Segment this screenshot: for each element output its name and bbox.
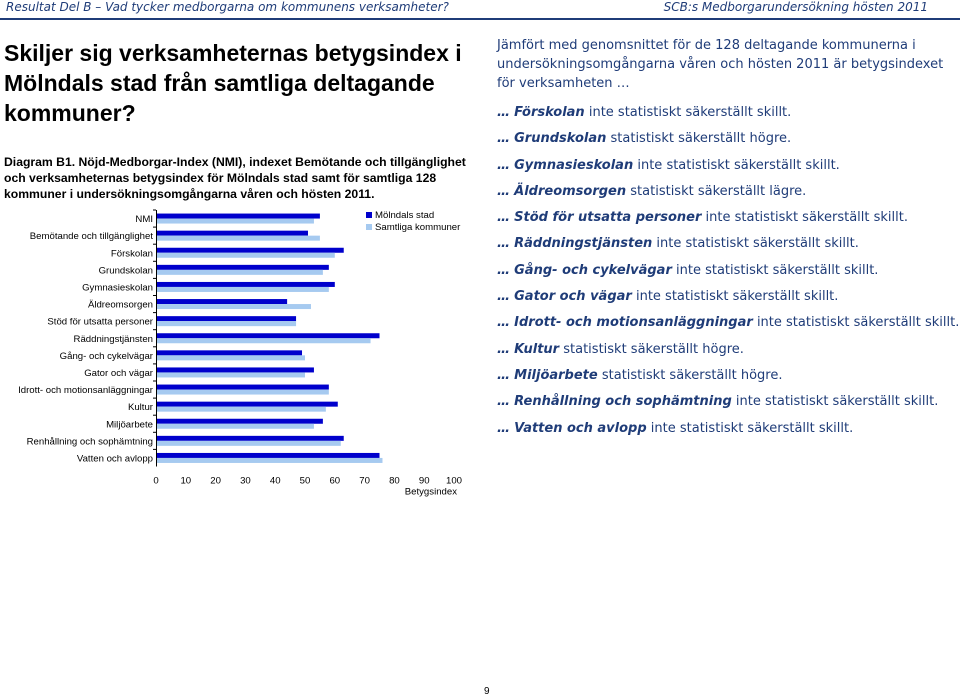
legend-swatch bbox=[366, 224, 372, 230]
finding-service-name: Miljöarbete bbox=[514, 367, 598, 383]
findings-list bbox=[497, 100, 960, 442]
bar-molndal bbox=[157, 333, 380, 338]
finding-result: inte statistiskt säkerställt skillt. bbox=[656, 236, 859, 252]
finding-ellipsis: … bbox=[497, 394, 510, 410]
finding-result: inte statistiskt säkerställt skillt. bbox=[588, 105, 792, 120]
finding-service-name: Grundskolan bbox=[514, 131, 607, 147]
category-label: Idrott- och motionsanläggningar bbox=[18, 385, 153, 397]
category-label: Grundskolan bbox=[98, 265, 153, 277]
finding-ellipsis: … bbox=[497, 367, 510, 383]
finding-ellipsis: … bbox=[497, 157, 510, 173]
finding-result: inte statistiskt säkerställt skillt. bbox=[735, 394, 939, 410]
x-tick-label: 80 bbox=[389, 475, 400, 487]
bar-molndal bbox=[157, 248, 344, 253]
bar-samtliga bbox=[157, 287, 329, 292]
finding-ellipsis: … bbox=[497, 341, 510, 357]
finding-service-name: Gator och vägar bbox=[514, 289, 632, 305]
bar-molndal bbox=[157, 282, 335, 287]
category-label: Räddningstjänsten bbox=[73, 333, 153, 345]
finding-ellipsis: … bbox=[497, 105, 510, 120]
category-label: Förskolan bbox=[110, 248, 153, 260]
category-label: Kultur bbox=[127, 402, 153, 414]
finding-result: inte statistiskt säkerställt skillt. bbox=[635, 289, 839, 305]
bar-molndal bbox=[157, 419, 323, 424]
x-axis-label: Betygsindex bbox=[404, 486, 457, 498]
finding-item bbox=[497, 153, 947, 179]
finding-service-name: Vatten och avlopp bbox=[514, 420, 647, 436]
finding-service-name: Äldreomsorgen bbox=[514, 183, 627, 199]
bar-molndal bbox=[157, 436, 344, 441]
bar-samtliga bbox=[157, 372, 305, 377]
bar-molndal bbox=[157, 367, 314, 372]
bar-chart bbox=[6, 204, 468, 504]
bar-samtliga bbox=[157, 458, 382, 463]
finding-item bbox=[497, 416, 947, 442]
category-label: Äldreomsorgen bbox=[87, 299, 153, 311]
category-label: Gång- och cykelvägar bbox=[59, 350, 153, 362]
finding-ellipsis: … bbox=[497, 183, 510, 199]
finding-service-name: Räddningstjänsten bbox=[514, 236, 653, 252]
category-label: Gator och vägar bbox=[84, 367, 153, 379]
finding-result: inte statistiskt säkerställt skillt. bbox=[705, 210, 908, 226]
legend-swatch bbox=[366, 212, 372, 218]
bar-molndal bbox=[157, 453, 380, 458]
finding-service-name: Stöd för utsatta personer bbox=[514, 210, 702, 226]
x-tick-label: 70 bbox=[359, 475, 370, 487]
finding-ellipsis: … bbox=[497, 420, 510, 436]
finding-result: inte statistiskt säkerställt skillt. bbox=[650, 420, 854, 436]
finding-service-name: Idrott- och motionsanläggningar bbox=[514, 315, 753, 331]
bar-samtliga bbox=[157, 338, 371, 343]
finding-item bbox=[497, 258, 947, 284]
bar-molndal bbox=[157, 402, 338, 407]
x-tick-label: 90 bbox=[418, 475, 430, 487]
category-label: Bemötande och tillgänglighet bbox=[29, 231, 153, 243]
bar-molndal bbox=[157, 214, 320, 219]
bar-molndal bbox=[157, 299, 287, 304]
findings-intro: Jämfört med genomsnittet för de 128 deltagande kommunerna i undersökningsomgångarna våren och hösten 2011 är betygsindexet för verksamheten … bbox=[497, 38, 944, 91]
x-tick-label: 30 bbox=[240, 475, 251, 487]
finding-service-name: Kultur bbox=[514, 341, 560, 357]
bar-samtliga bbox=[157, 270, 323, 275]
bar-molndal bbox=[157, 231, 308, 236]
bar-samtliga bbox=[157, 355, 305, 360]
finding-item bbox=[497, 100, 947, 126]
category-label: Renhållning och sophämtning bbox=[26, 436, 153, 448]
x-tick-label: 100 bbox=[445, 475, 463, 487]
finding-service-name: Gymnasieskolan bbox=[514, 157, 634, 173]
bar-samtliga bbox=[157, 407, 326, 412]
bar-samtliga bbox=[157, 304, 311, 309]
x-tick-label: 0 bbox=[153, 475, 159, 487]
finding-result: inte statistiskt säkerställt skillt. bbox=[756, 315, 960, 331]
finding-item bbox=[497, 337, 947, 363]
bar-molndal bbox=[157, 316, 296, 321]
legend-label: Samtliga kommuner bbox=[375, 222, 461, 233]
finding-item bbox=[497, 126, 947, 152]
x-tick-label: 60 bbox=[329, 475, 341, 487]
category-label: Gymnasieskolan bbox=[82, 282, 153, 294]
page-header bbox=[0, 0, 960, 22]
x-tick-label: 40 bbox=[269, 475, 281, 487]
finding-ellipsis: … bbox=[497, 236, 510, 252]
finding-item bbox=[497, 310, 960, 336]
bar-samtliga bbox=[157, 441, 341, 446]
findings-panel bbox=[497, 36, 960, 442]
diagram-caption: Diagram B1. Nöjd-Medborgar-Index (NMI), indexet Bemötande och tillgänglighet och verksamheternas betygsindex för Mölndals stad samt för samtliga 128 kommuner i undersökningsomgångarna våren och hösten 2011. bbox=[4, 155, 466, 201]
bar-samtliga bbox=[157, 424, 314, 429]
finding-ellipsis: … bbox=[497, 210, 510, 226]
page-title: Skiljer sig verksamheternas betygsindex i Mölndals stad från samtliga deltagande kommuner? bbox=[4, 40, 462, 126]
chart-svg bbox=[6, 204, 468, 504]
legend-label: Mölndals stad bbox=[375, 210, 435, 221]
bar-molndal bbox=[157, 385, 329, 390]
finding-result: inte statistiskt säkerställt skillt. bbox=[637, 157, 840, 173]
finding-ellipsis: … bbox=[497, 289, 510, 305]
category-label: NMI bbox=[135, 214, 153, 226]
finding-item bbox=[497, 205, 947, 231]
category-label: Stöd för utsatta personer bbox=[47, 316, 153, 328]
finding-item bbox=[497, 179, 947, 205]
finding-item bbox=[497, 284, 947, 310]
header-report-title: Resultat Del B – Vad tycker medborgarna om kommunens verksamheter? bbox=[6, 0, 449, 14]
bar-samtliga bbox=[157, 236, 320, 241]
bar-samtliga bbox=[157, 219, 314, 224]
category-label: Miljöarbete bbox=[106, 419, 153, 431]
x-tick-label: 50 bbox=[299, 475, 311, 487]
bar-samtliga bbox=[157, 390, 329, 395]
x-tick-label: 20 bbox=[210, 475, 221, 487]
category-label: Vatten och avlopp bbox=[76, 453, 153, 465]
finding-service-name: Gång- och cykelvägar bbox=[514, 262, 672, 278]
bar-molndal bbox=[157, 265, 329, 270]
finding-ellipsis: … bbox=[497, 315, 510, 331]
bar-samtliga bbox=[157, 253, 335, 258]
header-divider bbox=[0, 18, 960, 20]
x-tick-label: 10 bbox=[180, 475, 192, 487]
finding-service-name: Renhållning och sophämtning bbox=[514, 394, 732, 410]
finding-ellipsis: … bbox=[497, 262, 510, 278]
finding-result: statistiskt säkerställt högre. bbox=[610, 131, 792, 147]
finding-result: inte statistiskt säkerställt skillt. bbox=[676, 262, 879, 278]
finding-item bbox=[497, 231, 947, 257]
finding-ellipsis: … bbox=[497, 131, 510, 147]
bar-samtliga bbox=[157, 321, 296, 326]
finding-service-name: Förskolan bbox=[514, 105, 585, 120]
finding-item bbox=[497, 389, 947, 415]
finding-item bbox=[497, 363, 947, 389]
header-survey-name: SCB:s Medborgarundersökning hösten 2011 bbox=[663, 0, 928, 14]
finding-result: statistiskt säkerställt högre. bbox=[563, 341, 744, 357]
finding-result: statistiskt säkerställt lägre. bbox=[630, 183, 807, 199]
page-number: 9 bbox=[484, 686, 490, 696]
finding-result: statistiskt säkerställt högre. bbox=[601, 367, 783, 383]
bar-molndal bbox=[157, 350, 302, 355]
